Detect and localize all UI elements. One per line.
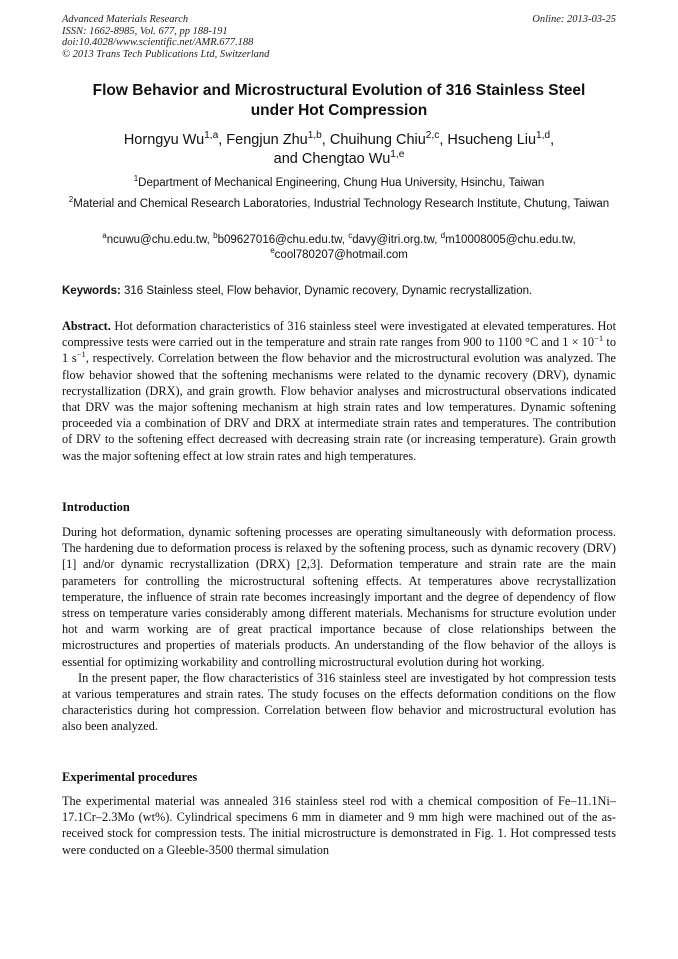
journal-header <box>62 14 269 60</box>
author-sep: , <box>321 132 330 148</box>
affiliation-1 <box>62 176 616 191</box>
affiliation-sup: 1 <box>133 174 139 184</box>
author-line-2 <box>62 150 616 169</box>
online-date: Online: 2013-03-25 <box>532 14 616 25</box>
title-line-2: under Hot Compression <box>250 102 428 119</box>
experimental-paragraph-1: The experimental material was annealed 316 stainless steel rod with a chemical composition of Fe–11.1Ni–17.1Cr–2.3Mo (wt%). Cylindrical specimens 6 mm in diameter and 9 mm high were machined out of the as-received stock for compression tests. The initial microstructure is demonstrated in Fig. 1. Hot compressed tests were conducted on a Gleeble-3500 thermal simulation <box>62 794 616 857</box>
affiliation-text: Department of Mechanical Engineering, Chung Hua University, Hsinchu, Taiwan <box>138 177 545 189</box>
section-heading-experimental: Experimental procedures <box>62 770 198 784</box>
exponent: −1 <box>594 333 604 344</box>
author-name: Hsucheng Liu <box>447 132 537 148</box>
introduction-body <box>62 524 616 735</box>
author-sup: 2,c <box>425 130 440 142</box>
intro-paragraph-1: During hot deformation, dynamic softening processes are operating simultaneously with deformation process. The hardening due to deformation process is relaxed by the softening process, such as dynamic recovery (DRV) [1] and/or dynamic recrystallization (DRX) [2,3]. Deformation temperature and strain rate are the main parameters for controlling the microstructural softening effects. At temperatures above recrystallization temperature, the influence of strain rate becomes increasingly important and the degree of dependency of flow stress on temperature varies considerably among different materials. Mechanisms for structure evolution under hot and warm working are of great practical importance because of close relationships between the microstructures and properties of materials products. An understanding of the flow behavior of the alloys is essential for optimizing workability and controlling microstructural evolution during hot working. <box>62 525 616 669</box>
email-address[interactable]: davy@itri.org.tw, <box>352 234 441 246</box>
abstract <box>62 318 616 464</box>
section-heading-introduction: Introduction <box>62 500 130 514</box>
email-sup: d <box>440 231 446 241</box>
email-address[interactable]: ncuwu@chu.edu.tw, <box>106 234 214 246</box>
experimental-body <box>62 793 616 858</box>
email-line-2 <box>62 248 616 263</box>
affiliation-text: Material and Chemical Research Laboratories, Industrial Technology Research Institute, Chutung, Taiwan <box>73 198 610 210</box>
author-sup: 1,d <box>536 130 551 142</box>
email-sup: a <box>102 231 107 241</box>
abstract-text: to 1 s <box>62 335 616 366</box>
email-sup: b <box>213 231 218 241</box>
author-name: Fengjun Zhu <box>226 132 308 148</box>
abstract-text: Hot deformation characteristics of 316 stainless steel were investigated at elevated temperatures. Hot compressive tests were carried out in the temperature and strain rate ranges from 900 to 1100 °C and 1 × 10 <box>62 319 616 350</box>
affiliation-sup: 2 <box>68 195 74 205</box>
title-line-1: Flow Behavior and Microstructural Evolution of 316 Stainless Steel <box>92 82 586 99</box>
author-sep: , <box>218 132 227 148</box>
abstract-text: , respectively. Correlation between the flow behavior and the microstructural evolution was analyzed. The flow behavior showed that the softening mechanisms were related to the dynamic recovery (DRV), dynamic recrystallization (DRX), and grain growth. Flow behavior analyses and microstructural observations indicated that DRV was the major softening mechanism at high strain rates and low temperatures. Dynamic softening proceeded via a combination of DRV and DRX at intermediate strain rates and temperatures. The contribution of DRV to the softening effect decreased with decreasing strain rate (or increasing temperature). Grain growth was the major softening effect at low strain rates and high temperatures. <box>62 351 616 463</box>
email-address[interactable]: m10008005@chu.edu.tw, <box>445 234 576 246</box>
author-line-1 <box>62 131 616 150</box>
keywords-label: Keywords: <box>62 285 121 297</box>
author-sep: , <box>550 132 555 148</box>
author-sup: 1,b <box>307 130 322 142</box>
paper-title <box>62 81 616 121</box>
author-name: and Chengtao Wu <box>273 151 391 167</box>
exponent: −1 <box>76 349 86 360</box>
intro-paragraph-2: In the present paper, the flow characteristics of 316 stainless steel are investigated by hot compression tests at various temperatures and strain rates. The study focuses on the effects deformation conditions on the flow characteristics during hot compression. Correlation between flow behavior and microstructural evolution has also been analyzed. <box>62 670 616 734</box>
email-list <box>62 233 616 263</box>
abstract-paragraph <box>62 318 616 464</box>
keywords-text: 316 Stainless steel, Flow behavior, Dynamic recovery, Dynamic recrystallization. <box>120 285 533 297</box>
affiliation-2 <box>63 197 615 212</box>
author-name: Chuihung Chiu <box>329 132 426 148</box>
copyright-line: © 2013 Trans Tech Publications Ltd, Switzerland <box>62 48 270 60</box>
author-name: Horngyu Wu <box>123 132 205 148</box>
abstract-label: Abstract. <box>62 319 111 333</box>
email-sup: e <box>270 246 275 256</box>
email-line-1 <box>62 233 616 248</box>
author-sup: 1,a <box>204 130 219 142</box>
author-sep: , <box>439 132 448 148</box>
author-list <box>62 131 616 169</box>
author-sup: 1,e <box>390 149 405 161</box>
email-address[interactable]: b09627016@chu.edu.tw, <box>217 234 349 246</box>
keywords <box>62 284 616 299</box>
doi-line: doi:10.4028/www.scientific.net/AMR.677.188 <box>62 37 254 48</box>
issn-line: ISSN: 1662-8985, Vol. 677, pp 188-191 <box>62 25 228 37</box>
journal-name: Advanced Materials Research <box>62 14 189 25</box>
email-address[interactable]: cool780207@hotmail.com <box>274 249 408 261</box>
email-sup: c <box>348 231 353 241</box>
